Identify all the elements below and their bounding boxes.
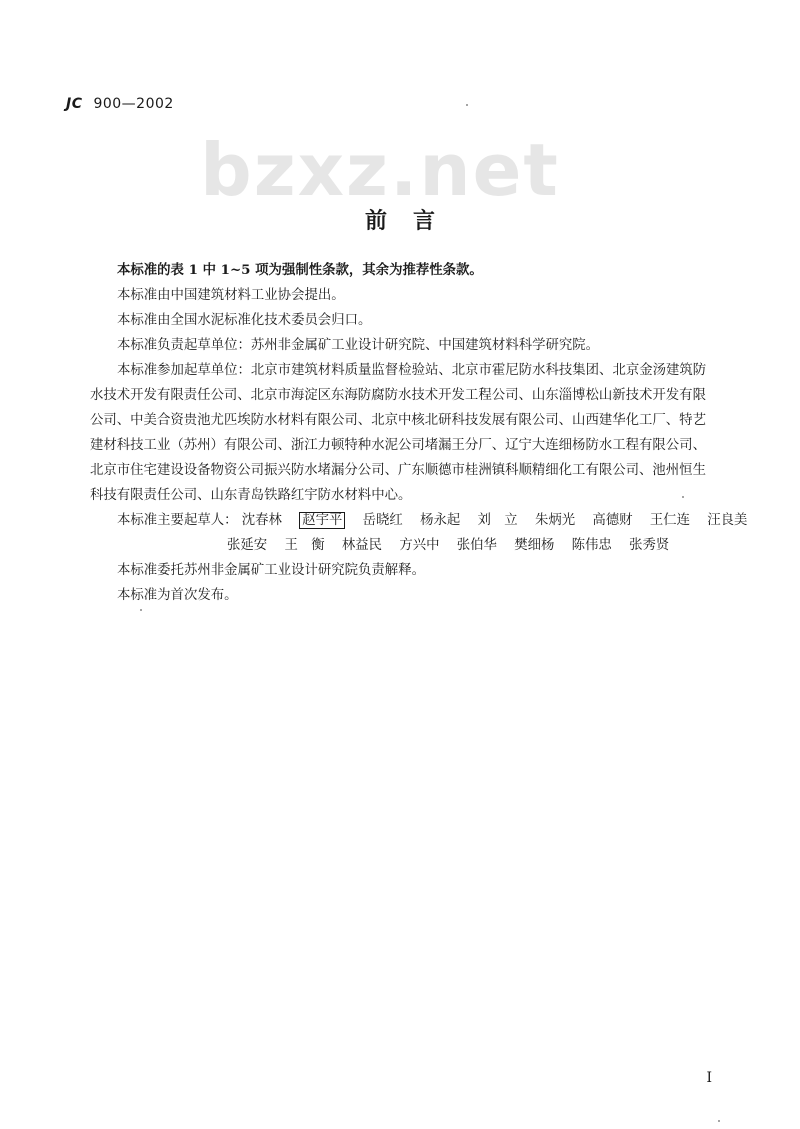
drafter-name: 赵宇平 <box>299 512 345 529</box>
drafters-label: 本标准主要起草人： <box>117 513 238 528</box>
paragraph-lead-drafting-units: 本标准负责起草单位：苏州非金属矿工业设计研究院、中国建筑材料科学研究院。 <box>117 338 600 353</box>
drafter-name: 林益民 <box>341 538 383 553</box>
drafter-name: 高德财 <box>592 513 633 528</box>
standard-series: JC <box>66 96 83 112</box>
drafter-name: 岳晓红 <box>362 513 403 528</box>
drafters-line-1 <box>90 508 748 533</box>
page-title: 前言 <box>364 208 461 234</box>
paragraph-mandatory-clauses: 本标准的表 1 中 1~5 项为强制性条款，其余为推荐性条款。 <box>117 262 483 278</box>
drafter-name: 朱炳光 <box>534 513 576 528</box>
drafter-name: 王仁连 <box>649 513 691 528</box>
scan-speck <box>466 104 468 106</box>
drafters-block <box>90 508 748 558</box>
paragraph-centralized: 本标准由全国水泥标准化技术委员会归口。 <box>117 313 372 328</box>
paragraph-interpretation: 本标准委托苏州非金属矿工业设计研究院负责解释。 <box>117 563 425 578</box>
drafter-name: 刘 立 <box>477 513 518 528</box>
scan-speck <box>140 609 142 611</box>
drafter-name: 张秀贤 <box>629 538 670 553</box>
drafter-name: 杨永起 <box>420 513 461 528</box>
drafter-name: 樊细杨 <box>514 538 555 553</box>
paragraph-proposer: 本标准由中国建筑材料工业协会提出。 <box>117 288 345 303</box>
drafter-name: 汪良美 <box>707 513 748 528</box>
scan-speck <box>682 496 684 498</box>
drafter-name: 沈春林 <box>241 513 282 528</box>
drafter-name: 王 衡 <box>284 538 325 553</box>
standard-number: 900—2002 <box>93 96 174 112</box>
scan-speck <box>718 1120 720 1122</box>
watermark: bzxz.net <box>200 128 560 212</box>
document-body <box>90 258 748 608</box>
paragraph-participating-units: 本标准参加起草单位：北京市建筑材料质量监督检验站、北京市霍尼防水科技集团、北京金汤建筑防水技术开发有限责任公司、北京市海淀区东海防腐防水技术开发工程公司、山东淄博松山新技术开发有限公司、中美合资贵池尤匹埃防水材料有限公司、北京中核北研科技发展有限公司、山西建华化工厂、特艺建材科技工业（苏州）有限公司、浙江力顿特种水泥公司堵漏王分厂、辽宁大连细杨防水工程有限公司、北京市住宅建设设备物资公司振兴防水堵漏分公司、广东顺德市桂洲镇科顺精细化工有限公司、池州恒生科技有限责任公司、山东青岛铁路红宇防水材料中心。 <box>90 363 707 503</box>
drafter-name: 方兴中 <box>399 538 440 553</box>
drafter-name: 陈伟忠 <box>571 538 612 553</box>
paragraph-first-release: 本标准为首次发布。 <box>117 588 238 603</box>
page-number: I <box>706 1070 712 1086</box>
drafters-line-2 <box>90 533 714 558</box>
drafter-name: 张延安 <box>227 538 268 553</box>
drafter-name: 张伯华 <box>456 538 497 553</box>
standard-code <box>66 96 174 112</box>
